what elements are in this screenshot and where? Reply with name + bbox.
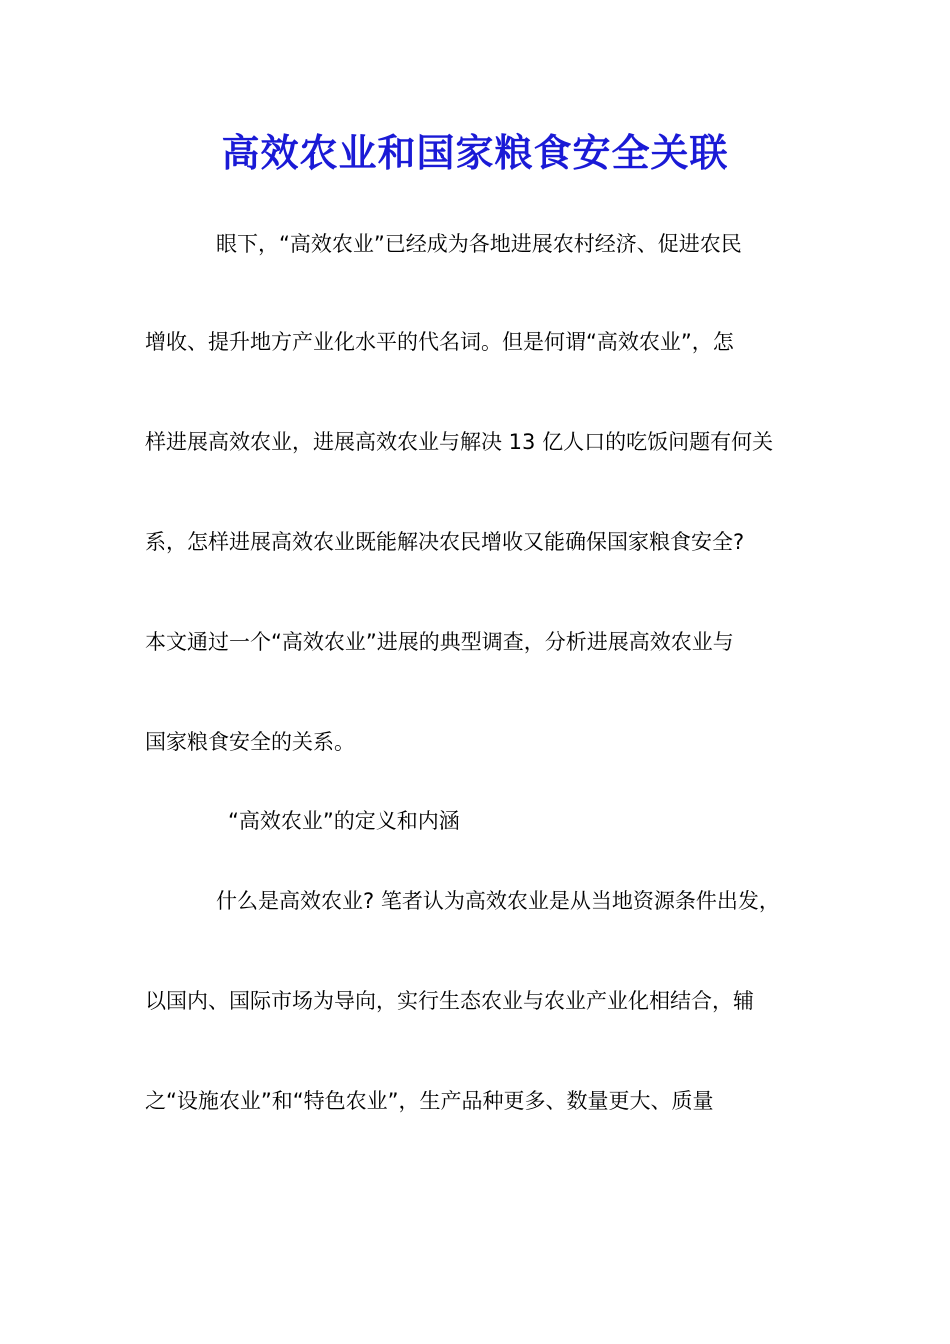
paragraph-line: 样进展高效农业，进展高效农业与解决 13 亿人口的吃饭问题有何关 [145,430,774,454]
paragraph-line: 之“设施农业”和“特色农业”，生产品种更多、数量更大、质量 [145,1089,714,1113]
paragraph-line: 眼下，“高效农业”已经成为各地进展农村经济、促进农民 [216,232,742,256]
paragraph-line: 本文通过一个“高效农业”进展的典型调查，分析进展高效农业与 [145,630,734,654]
paragraph-line: 系，怎样进展高效农业既能解决农民增收又能确保国家粮食安全? [145,530,745,554]
paragraph-line: 增收、提升地方产业化水平的代名词。但是何谓“高效农业”，怎 [145,330,734,354]
paragraph-line: 国家粮食安全的关系。 [145,730,355,754]
paragraph-line: 以国内、国际市场为导向，实行生态农业与农业产业化相结合，辅 [145,989,754,1013]
paragraph-line: 什么是高效农业? 笔者认为高效农业是从当地资源条件出发， [216,889,780,913]
document-title: 高效农业和国家粮食安全关联 [221,130,729,175]
section-heading: “高效农业”的定义和内涵 [228,809,460,833]
